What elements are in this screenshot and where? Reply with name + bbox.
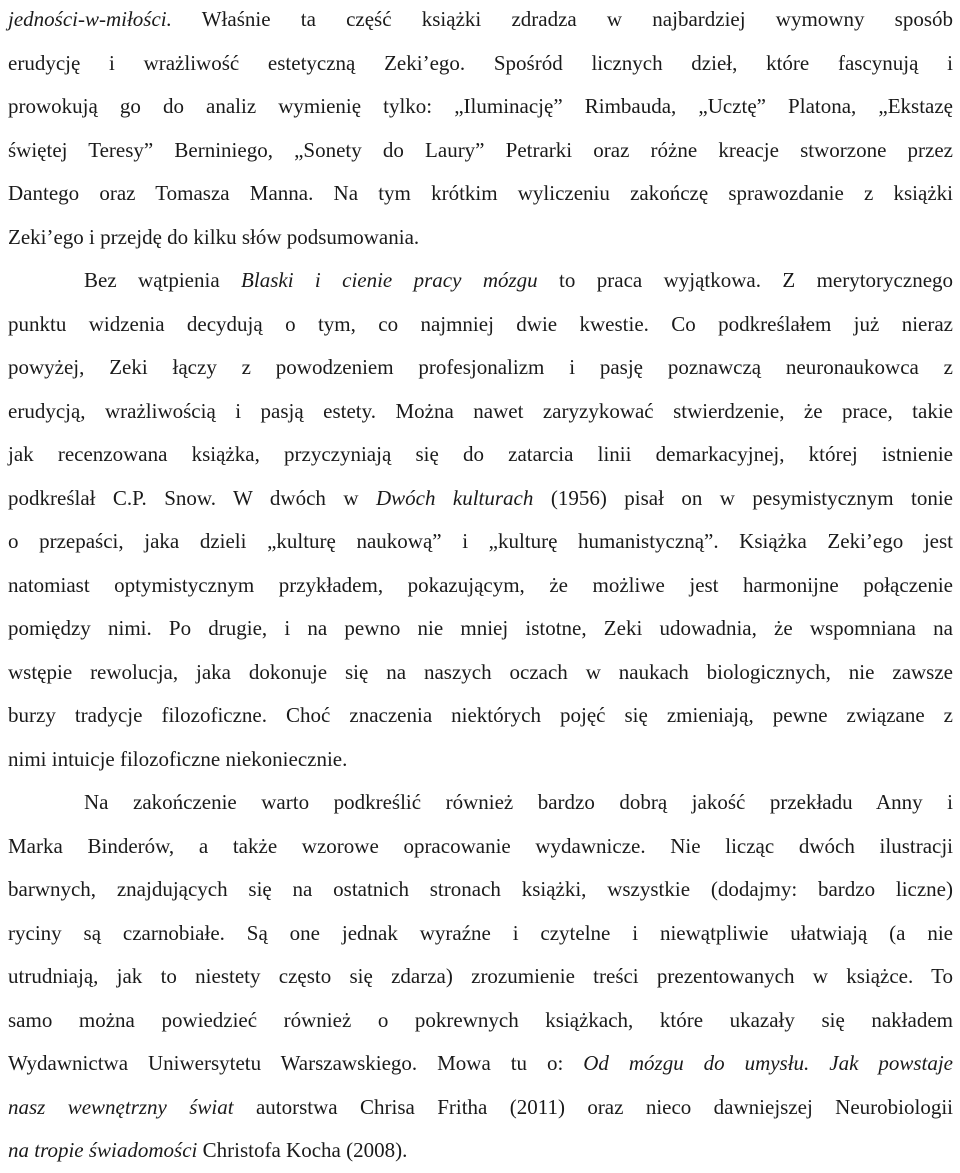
text-line bbox=[8, 564, 953, 608]
text-segment: barwnych, znajdujących się na ostatnich stronach książki, wszystkie (dodajmy: bardzo liczne) bbox=[8, 877, 953, 901]
text-segment: punktu widzenia decydują o tym, co najmniej dwie kwestie. Co podkreślałem już nieraz bbox=[8, 311, 953, 336]
text-line bbox=[8, 172, 953, 216]
text-segment: świętej Teresy” Berniniego, „Sonety do Laury” Petrarki oraz różne kreacje stworzone przez bbox=[8, 137, 953, 162]
italic-text: Blaski i cienie pracy mózgu bbox=[241, 268, 538, 292]
text-segment: erudycję i wrażliwość estetyczną Zeki’ego. Spośród licznych dzieł, które fascynują i bbox=[8, 50, 953, 75]
text-line bbox=[8, 433, 953, 477]
text-segment: Dantego oraz Tomasza Manna. Na tym krótkim wyliczeniu zakończę sprawozdanie z książki bbox=[8, 181, 953, 205]
document-page bbox=[8, 0, 953, 1173]
italic-text: Od mózgu do umysłu. Jak powstaje bbox=[583, 1051, 953, 1075]
text-line bbox=[8, 346, 953, 390]
text-line bbox=[8, 303, 953, 347]
text-line bbox=[8, 1042, 953, 1086]
text-segment: autorstwa Chrisa Fritha (2011) oraz nieco dawniejszej Neurobiologii bbox=[233, 1094, 953, 1119]
text-segment: prowokują go do analiz wymienię tylko: „Iluminację” Rimbauda, „Ucztę” Platona, „Ekstazę bbox=[8, 94, 953, 118]
text-segment: wstępie rewolucja, jaka dokonuje się na naszych oczach w naukach biologicznych, nie zawsze bbox=[8, 659, 953, 684]
text-segment: Marka Binderów, a także wzorowe opracowanie wydawnicze. Nie licząc dwóch ilustracji bbox=[8, 833, 953, 858]
text-segment: Na zakończenie warto podkreślić również bardzo dobrą jakość przekładu Anny i bbox=[84, 790, 953, 814]
text-segment: powyżej, Zeki łączy z powodzeniem profesjonalizm i pasję poznawczą neuronaukowca z bbox=[8, 355, 953, 379]
text-line bbox=[8, 738, 953, 782]
text-line bbox=[8, 825, 953, 869]
text-line bbox=[8, 216, 953, 260]
italic-text: jedności-w-miłości. bbox=[8, 7, 172, 31]
text-segment: Właśnie ta część książki zdradza w najbardziej wymowny sposób bbox=[171, 7, 953, 31]
text-segment: pomiędzy nimi. Po drugie, i na pewno nie mniej istotne, Zeki udowadnia, że wspomniana na bbox=[8, 616, 953, 640]
text-line bbox=[8, 955, 953, 999]
text-segment: podkreślał C.P. Snow. W dwóch w bbox=[8, 485, 376, 510]
text-line bbox=[8, 85, 953, 129]
text-line bbox=[8, 912, 953, 956]
text-line bbox=[8, 607, 953, 651]
text-line bbox=[8, 1129, 953, 1173]
text-line bbox=[8, 1086, 953, 1130]
italic-text: Dwóch kulturach bbox=[375, 485, 534, 510]
italic-text: na tropie świadomości bbox=[8, 1138, 198, 1162]
text-segment: natomiast optymistycznym przykładem, pokazującym, że możliwe jest harmonijne połączenie bbox=[8, 572, 953, 597]
text-line bbox=[8, 651, 953, 695]
text-line bbox=[8, 259, 953, 303]
text-line bbox=[8, 694, 953, 738]
text-line bbox=[8, 999, 953, 1043]
text-segment: burzy tradycje filozoficzne. Choć znaczenia niektórych pojęć się zmieniają, pewne związane z bbox=[8, 703, 953, 727]
text-line bbox=[8, 477, 953, 521]
text-line bbox=[8, 0, 953, 42]
text-line bbox=[8, 781, 953, 825]
text-line bbox=[8, 42, 953, 86]
text-segment: Zeki’ego i przejdę do kilku słów podsumowania. bbox=[8, 224, 420, 249]
italic-text: nasz wewnętrzny świat bbox=[8, 1094, 234, 1119]
text-line bbox=[8, 129, 953, 173]
text-segment: nimi intuicje filozoficzne niekoniecznie. bbox=[8, 746, 348, 771]
text-segment: to praca wyjątkowa. Z merytorycznego bbox=[537, 268, 954, 292]
text-line bbox=[8, 520, 953, 564]
text-segment: utrudniają, jak to niestety często się zdarza) zrozumienie treści prezentowanych w książce. To bbox=[8, 964, 953, 988]
text-segment: jak recenzowana książka, przyczyniają się do zatarcia linii demarkacyjnej, której istnienie bbox=[8, 442, 953, 466]
text-line bbox=[8, 868, 953, 912]
text-line bbox=[8, 390, 953, 434]
text-segment: Christofa Kocha (2008). bbox=[197, 1138, 408, 1162]
text-segment: samo można powiedzieć również o pokrewnych książkach, które ukazały się nakładem bbox=[8, 1007, 953, 1032]
text-segment: ryciny są czarnobiałe. Są one jednak wyraźne i czytelne i niewątpliwie ułatwiają (a nie bbox=[8, 920, 953, 945]
text-segment: Wydawnictwa Uniwersytetu Warszawskiego. Mowa tu o: bbox=[8, 1051, 584, 1075]
text-segment: Bez wątpienia bbox=[84, 268, 242, 292]
text-segment: o przepaści, jaka dzieli „kulturę naukową” i „kulturę humanistyczną”. Książka Zeki’ego jest bbox=[8, 529, 953, 553]
text-segment: (1956) pisał on w pesymistycznym tonie bbox=[533, 485, 953, 510]
text-segment: erudycją, wrażliwością i pasją estety. Można nawet zaryzykować stwierdzenie, że prace, takie bbox=[8, 398, 953, 423]
